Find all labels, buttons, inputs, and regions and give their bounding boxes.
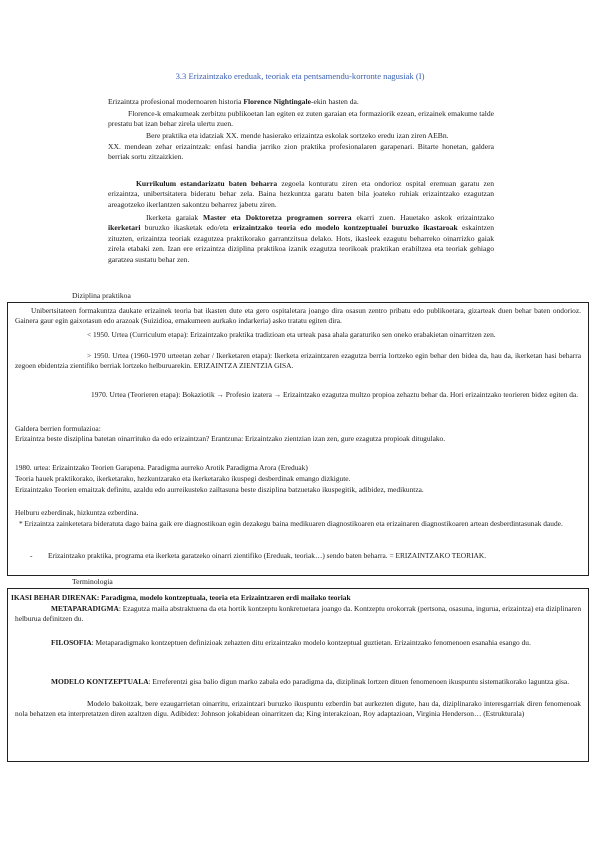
box1-p4: 1970. Urtea (Teorieren etapa): Bokaziotik → Profesio izatera → Erizaintzako ezagutza multzo propioa zehaztu behar da. Hori erizaintzako teorieren bidez egiten da. xyxy=(91,390,579,399)
box1-p12: Erizaintzako praktika, programa eta ikerketa garatzeko oinarri zientifiko (Ereduak, teoriak…) sendo baten beharra. = ERIZAINTZAKO TEORIAK. xyxy=(48,551,487,560)
intro-paragraph-6 xyxy=(108,213,494,265)
terminologia-box xyxy=(7,588,589,762)
metaparadigma-def xyxy=(15,604,581,624)
modelo-term: MODELO KONTZEPTUALA xyxy=(51,677,149,686)
filosofia-def xyxy=(15,638,581,648)
modelo-def-2: Modelo bakoitzak, bere ezaugarrietan oinarritu, erizaintzari buruzko ikuspuntu ezberdin bat aurkezten digute, hau da, diziplinarako interesgarriak diren fenomenoak nola behatzen eta interpretatzen diren azaltzen digu. Adibidez: Johnson jokabidean oinarritzen da; King interakzioan, Roy adaptazioan, Virginia Henderson… (Estrukturala) xyxy=(15,699,581,719)
kurrikulum-bold: Kurrikulum estandarizatu baten beharra xyxy=(136,179,278,188)
section-label-terminologia: Terminologia xyxy=(72,577,113,586)
master-bold: Master eta Doktoretza programen sorrera xyxy=(203,213,352,222)
intro-paragraph-5 xyxy=(108,179,494,210)
filosofia-term: FILOSOFIA xyxy=(51,638,92,647)
section-label-diziplina: Diziplina praktikoa xyxy=(72,291,131,300)
intro-paragraph-4: XX. mendean zehar erizaintzak: enfasi handia jarriko zion praktika profesionalaren garapenari. Bitarte honetan, galdera berriak sortu zitzaizkien. xyxy=(108,142,494,162)
intro-paragraph-1 xyxy=(108,97,494,107)
intro-p1-tail: -ekin hasten da. xyxy=(310,97,359,106)
florence-name: Florence Nightingale xyxy=(243,97,311,106)
intro-p5-text: zegoela konturatu ziren eta ondorioz ospital eremuan garatu zen erizaintza, unibertsitatera bideratu behar zela. Baina hezkuntza garatu baten bila joateko ruhiak erizaintzako ezagutzan areagotzeko ikerlantzen sakontzu beharrez jabetu ziren. xyxy=(108,179,494,209)
box1-p5: Galdera berrien formulazioa: xyxy=(15,424,101,433)
box1-p7: 1980. urtea: Erizaintzako Teorien Garapena. Paradigma aurreko Arotik Paradigma Arora (Ereduak) xyxy=(15,463,308,472)
metaparadigma-text: : Ezagutza maila abstraktuena da eta hortik kontzeptu konkretuetara joango da. Kontzeptu orokorrak (pertsona, osasuna, ingurua, erizaintza) eta diziplinaren helburua definitzen du. xyxy=(15,604,582,624)
intro-p6-b: ekarri zuen. Hauetako askok erizaintzako xyxy=(351,213,495,222)
diziplina-box xyxy=(7,302,589,576)
box1-p10: Helburu ezberdinak, hizkuntza ezberdina. xyxy=(15,508,139,517)
intro-p1-text: Erizaintza profesional modernoaren historia xyxy=(108,97,244,106)
metaparadigma-term: METAPARADIGMA xyxy=(51,604,119,613)
intro-paragraph-3: Bere praktika eta idatziak XX. mende hasierako erizaintza eskolak sortzeko eredu izan ziren AEBn. xyxy=(146,131,449,140)
intro-paragraph-2: Florence-k emakumeak zerbitzu publikoetan lan egiten ez zuten garaian eta formaziorik ezean, erizainek emakume talde prestatu bat izan behar zirela ulertu zuen. xyxy=(108,109,494,129)
box1-p11: * Erizaintza zainketetara bideratuta dago baina gaik ere diagnostikoan egin dezakegu baina medikuaren diagnostikoaren eta erizainaren diagnostikoaren artean desberdintasunak daude. xyxy=(19,519,563,528)
teoria-bold: erizaintzako teoria edo modelo kontzeptualei buruzko ikastaroak xyxy=(232,223,458,233)
intro-p6-a: Ikerketa garaiak xyxy=(146,213,204,222)
intro-p6-c: buruzko ikasketak edo/eta xyxy=(140,223,233,233)
modelo-text: : Erreferentzi gisa balio digun marko zabala edo paradigma da, diziplinak lortzen dituen fenomenoen ikuspuntu sistematikorako laguntza gisa. xyxy=(148,677,570,686)
box1-p2: < 1950. Urtea (Curriculum etapa): Erizaintzako praktika tradizioan eta urteak pasa ahala garaturiko sen oneko erabakietan oinarritzen zen. xyxy=(87,330,496,339)
bullet-dash: - xyxy=(30,551,33,560)
box1-p6: Erizaintza beste disziplina batetan oinarrituko da edo erizaintzan? Erantzuna: Erizaintzako zientzian izan zen, gure ezagutza propioak ditugulako. xyxy=(15,434,446,443)
intro-p6-d: eskaintzen zituzten, erizaintza teoriak ezagutzea praktikorako garrantzitsua delako. Hots, ikasleek ezagutu beharreko oinarrizko gaiak zirela etabaki zen. Izan ere erizaintza diziplina praktikoa izanik ezagutza teorikoak praktikan erabiltzea eta teoriak gehiago garatzea sustatu behar zen. xyxy=(108,223,494,264)
filosofia-text: : Metaparadigmako kontzeptuen definizioak zehazten ditu erizaintzako modelo kontzeptual guztietan. Erizaintzako fenomenoen esanahia esango du. xyxy=(91,638,531,647)
modelo-def xyxy=(15,677,581,687)
box1-p1: Unibertsitateen formakuntza daukate erizainek teoria bat ikasten dute eta gero ospitaletara joango dira osasun zentro pribatu edo publikoetara, gizarteak duen behar baten ondorioz. Gainera gaur egin gaixotasun edo arazoak (Suizidioa, emakumeen aurkako indarkeria) asko tratatu egiten dira. xyxy=(15,306,581,326)
ikerketari-bold: ikerketari xyxy=(108,223,141,233)
terminologia-heading: IKASI BEHAR DIRENAK: Paradigma, modelo kontzeptuala, teoria eta Erizaintzaren erdi mailako teoriak xyxy=(11,593,351,602)
page-title: 3.3 Erizaintzako ereduak, teoriak eta pentsamendu-korronte nagusiak (I) xyxy=(175,71,425,81)
box1-p3: > 1950. Urtea (1960-1970 urteetan zehar / Ikerketaren etapa): Ikerketa erizaintzaren ezagutza berria lortzeko egin behar den bidea da, hau da, ikerketan hasi beharra zegoen ebidentzia zientifiko berriak lortzeko helburuarekin. ERIZAINTZA ZIENTZIA GISA. xyxy=(15,351,581,371)
box1-p9: Erizaintzako Teorien emaitzak definitu, azaldu edo aurreikusteko zailtasuna beste disziplina batzuetako ikuspegitik, adibidez, medikuntza. xyxy=(15,485,424,494)
box1-p8: Teoria hauek praktikorako, ikerketarako, hezkuntzarako eta ikerketarako ikuspegi desberdinak emango dizkigute. xyxy=(15,474,351,483)
